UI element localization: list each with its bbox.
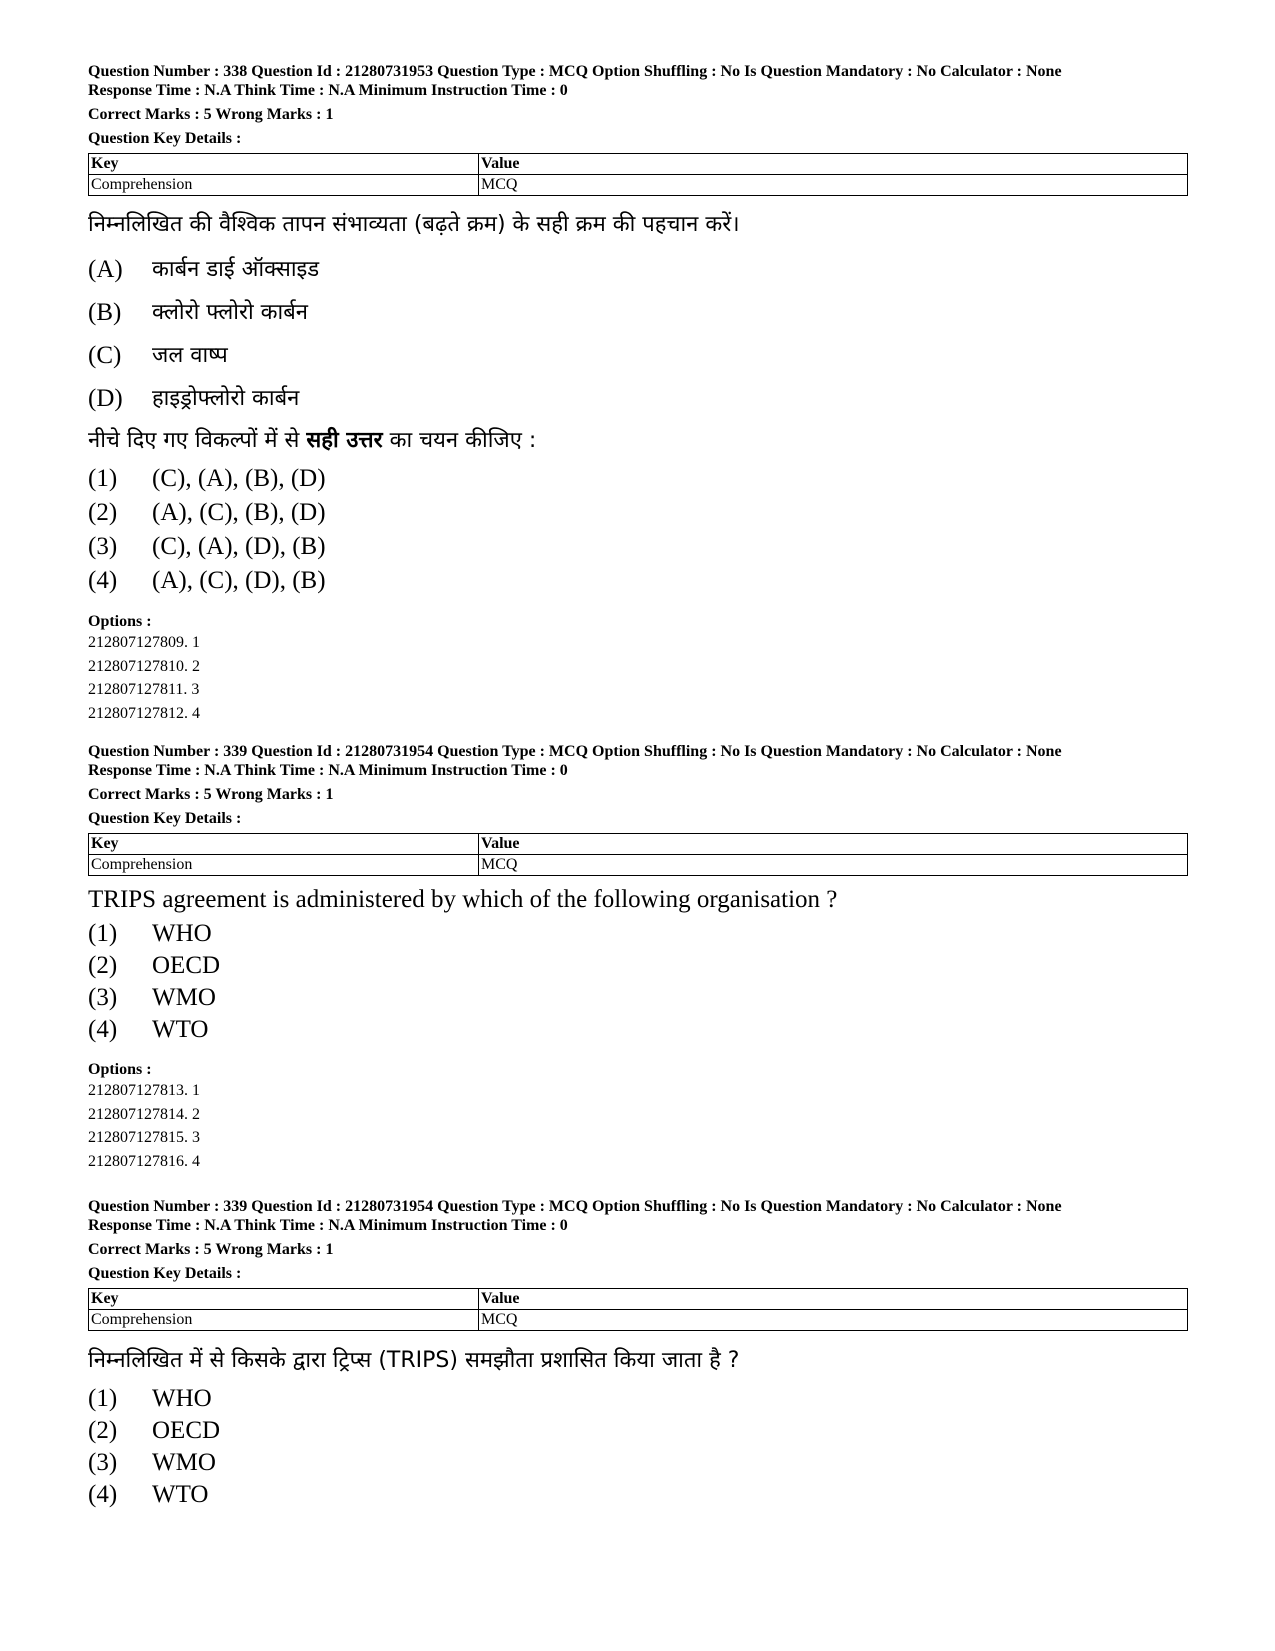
question-stem: निम्नलिखित में से किसके द्वारा ट्रिप्स (TRIPS) समझौता प्रशासित किया जाता है ? bbox=[88, 1348, 740, 1373]
key-table-header bbox=[89, 834, 1188, 855]
marks-line: Correct Marks : 5 Wrong Marks : 1 bbox=[88, 1241, 334, 1258]
option-id: 212807127816. 4 bbox=[88, 1152, 200, 1170]
choice-label: (4) bbox=[88, 1016, 118, 1043]
item-label: (D) bbox=[88, 385, 123, 412]
item-label: (B) bbox=[88, 299, 122, 326]
choice-text: (C), (A), (B), (D) bbox=[152, 465, 326, 492]
question-meta-line-1: Question Number : 339 Question Id : 21280731954 Question Type : MCQ Option Shuffling : No Is Question Mandatory : No Calculator : None bbox=[88, 1198, 1062, 1215]
marks-line: Correct Marks : 5 Wrong Marks : 1 bbox=[88, 106, 334, 123]
choice-label: (1) bbox=[88, 920, 118, 947]
key-table-row bbox=[89, 855, 1188, 876]
option-id: 212807127810. 2 bbox=[88, 657, 200, 675]
choice-label: (1) bbox=[88, 465, 118, 492]
choice-item bbox=[88, 918, 1188, 950]
option-id: 212807127811. 3 bbox=[88, 681, 200, 698]
key-header-cell: Key bbox=[89, 1289, 479, 1310]
choice-text: WHO bbox=[152, 920, 212, 947]
value-cell: MCQ bbox=[479, 855, 1188, 876]
key-details-label: Question Key Details : bbox=[88, 130, 242, 147]
question-meta-line-1: Question Number : 339 Question Id : 21280731954 Question Type : MCQ Option Shuffling : No Is Question Mandatory : No Calculator : None bbox=[88, 743, 1062, 760]
choice-item bbox=[88, 1479, 1188, 1511]
choice-item bbox=[88, 1014, 1188, 1046]
choice-item bbox=[88, 564, 1188, 598]
choice-label: (2) bbox=[88, 1417, 118, 1444]
choice-label: (2) bbox=[88, 952, 118, 979]
choice-label: (3) bbox=[88, 533, 118, 560]
choice-label: (4) bbox=[88, 567, 118, 594]
option-id: 212807127814. 2 bbox=[88, 1105, 200, 1123]
choice-item bbox=[88, 496, 1188, 530]
choice-text: WHO bbox=[152, 1385, 212, 1412]
item-text: हाइड्रोफ्लोरो कार्बन bbox=[152, 386, 300, 411]
key-cell: Comprehension bbox=[89, 855, 479, 876]
choice-text: WMO bbox=[152, 1449, 216, 1476]
choice-text: WMO bbox=[152, 984, 216, 1011]
key-table-row bbox=[89, 175, 1188, 196]
question-stem: TRIPS agreement is administered by which of the following organisation ? bbox=[88, 886, 838, 913]
option-id-list bbox=[88, 1079, 1188, 1173]
list-item bbox=[88, 377, 1188, 420]
item-text: क्लोरो फ्लोरो कार्बन bbox=[152, 300, 309, 325]
question-stem: निम्नलिखित की वैश्विक तापन संभाव्यता (बढ़ते क्रम) के सही क्रम की पहचान करें। bbox=[88, 212, 740, 237]
choice-label: (3) bbox=[88, 1449, 118, 1476]
choice-list bbox=[88, 1383, 1188, 1511]
choice-item bbox=[88, 1447, 1188, 1479]
marks-line: Correct Marks : 5 Wrong Marks : 1 bbox=[88, 786, 334, 803]
key-cell: Comprehension bbox=[89, 1310, 479, 1331]
key-table-header bbox=[89, 1289, 1188, 1310]
choice-text: WTO bbox=[152, 1016, 209, 1043]
question-meta-line-2: Response Time : N.A Think Time : N.A Minimum Instruction Time : 0 bbox=[88, 82, 568, 99]
value-cell: MCQ bbox=[479, 1310, 1188, 1331]
key-header-cell: Key bbox=[89, 834, 479, 855]
key-details-label: Question Key Details : bbox=[88, 1265, 242, 1282]
choice-label: (3) bbox=[88, 984, 118, 1011]
list-item bbox=[88, 248, 1188, 291]
choice-text: (A), (C), (D), (B) bbox=[152, 567, 326, 594]
choice-item bbox=[88, 950, 1188, 982]
choice-text: OECD bbox=[152, 1417, 221, 1444]
instruction-line bbox=[88, 420, 1188, 462]
value-cell: MCQ bbox=[479, 175, 1188, 196]
value-header-cell: Value bbox=[479, 1289, 1188, 1310]
key-details-table bbox=[88, 833, 1188, 876]
item-label: (C) bbox=[88, 342, 122, 369]
key-table-header bbox=[89, 154, 1188, 175]
option-id: 212807127815. 3 bbox=[88, 1129, 200, 1146]
question-block-339-en bbox=[88, 742, 1188, 1173]
choice-text: OECD bbox=[152, 952, 221, 979]
options-label: Options : bbox=[88, 613, 152, 630]
list-item bbox=[88, 334, 1188, 377]
value-header-cell: Value bbox=[479, 834, 1188, 855]
options-label: Options : bbox=[88, 1061, 152, 1078]
choice-list bbox=[88, 918, 1188, 1046]
question-meta bbox=[88, 62, 1188, 100]
key-details-label: Question Key Details : bbox=[88, 810, 242, 827]
question-meta-line-1: Question Number : 338 Question Id : 21280731953 Question Type : MCQ Option Shuffling : No Is Question Mandatory : No Calculator : None bbox=[88, 63, 1062, 80]
instruction-bold: सही उत्तर bbox=[306, 428, 383, 453]
choice-item bbox=[88, 1383, 1188, 1415]
choice-label: (4) bbox=[88, 1481, 118, 1508]
choice-text: (A), (C), (B), (D) bbox=[152, 499, 326, 526]
key-header-cell: Key bbox=[89, 154, 479, 175]
question-block-339-hi bbox=[88, 1197, 1188, 1511]
instruction-pre: नीचे दिए गए विकल्पों में से bbox=[88, 428, 307, 453]
choice-item bbox=[88, 462, 1188, 496]
option-id: 212807127813. 1 bbox=[88, 1082, 200, 1099]
list-item bbox=[88, 291, 1188, 334]
key-details-table bbox=[88, 153, 1188, 196]
key-details-table bbox=[88, 1288, 1188, 1331]
choice-label: (1) bbox=[88, 1385, 118, 1412]
option-id: 212807127809. 1 bbox=[88, 634, 200, 651]
question-meta-line-2: Response Time : N.A Think Time : N.A Minimum Instruction Time : 0 bbox=[88, 762, 568, 779]
instruction-post: का चयन कीजिए : bbox=[382, 428, 537, 453]
choice-item bbox=[88, 530, 1188, 564]
question-meta bbox=[88, 742, 1188, 780]
key-table-row bbox=[89, 1310, 1188, 1331]
choice-item bbox=[88, 1415, 1188, 1447]
choice-label: (2) bbox=[88, 499, 118, 526]
question-meta-line-2: Response Time : N.A Think Time : N.A Minimum Instruction Time : 0 bbox=[88, 1217, 568, 1234]
item-label: (A) bbox=[88, 256, 123, 283]
key-cell: Comprehension bbox=[89, 175, 479, 196]
statement-list bbox=[88, 248, 1188, 420]
option-id-list bbox=[88, 631, 1188, 725]
choice-text: (C), (A), (D), (B) bbox=[152, 533, 326, 560]
choice-text: WTO bbox=[152, 1481, 209, 1508]
choice-list bbox=[88, 462, 1188, 598]
item-text: जल वाष्प bbox=[152, 343, 228, 368]
option-id: 212807127812. 4 bbox=[88, 704, 200, 722]
item-text: कार्बन डाई ऑक्साइड bbox=[152, 257, 320, 282]
question-block-338 bbox=[88, 62, 1188, 725]
question-meta bbox=[88, 1197, 1188, 1235]
choice-item bbox=[88, 982, 1188, 1014]
value-header-cell: Value bbox=[479, 154, 1188, 175]
